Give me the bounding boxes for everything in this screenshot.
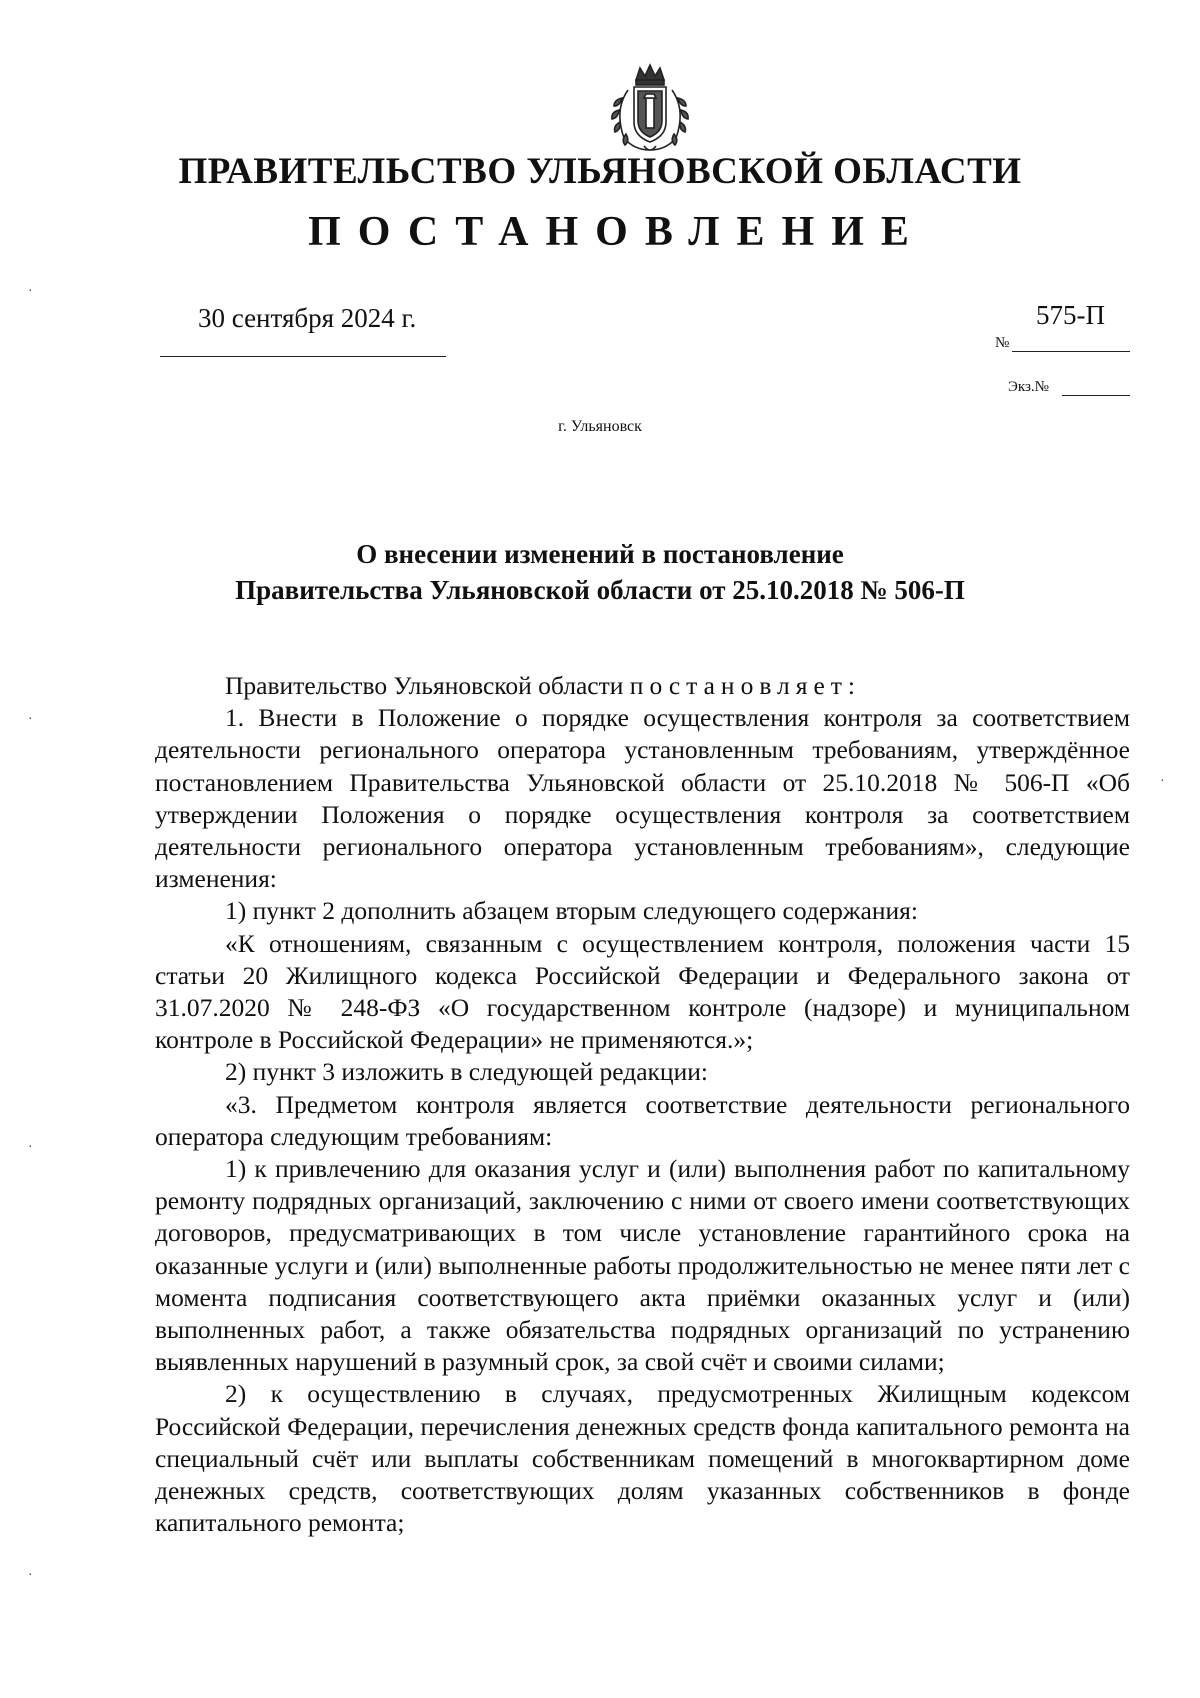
scan-speck: ·	[1160, 774, 1165, 789]
document-title	[0, 536, 1200, 608]
document-date: 30 сентября 2024 г.	[198, 303, 417, 333]
body-paragraph-3: «К отношениям, связанным с осуществлением контроля, положения части 15 статьи 20 Жилищного кодекса Российской Федерации и Федерального закона от 31.07.2020 № 248-ФЗ «О государственном контроле (надзоре) и муниципальном контроле в Российской Федерации» не применяются.»;	[155, 928, 1130, 1055]
preamble-verb: постановляет:	[629, 671, 862, 700]
document-type: ПОСТАНОВЛЕНИЕ	[308, 209, 926, 255]
number-underline	[1012, 351, 1130, 352]
document-body	[155, 670, 1130, 1539]
scan-speck: ·	[28, 1140, 33, 1155]
title-line-2: Правительства Ульяновской области от 25.10.2018 № 506-П	[235, 575, 965, 605]
copy-number-underline	[1062, 395, 1130, 396]
city-name: г. Ульяновск	[558, 418, 642, 435]
organization-name: ПРАВИТЕЛЬСТВО УЛЬЯНОВСКОЙ ОБЛАСТИ	[178, 151, 1022, 192]
scan-speck: ·	[28, 1568, 33, 1583]
number-sign: №	[995, 335, 1010, 351]
coat-of-arms-icon	[598, 60, 702, 156]
body-paragraph-6: 1) к привлечению для оказания услуг и (или) выполнения работ по капитальному ремонту подрядных организаций, заключению с ними от своего имени соответствующих договоров, предусматривающих в том числе установление гарантийного срока на оказанные услуги и (или) выполненные работы продолжительностью не менее пяти лет с момента подписания соответствующего акта приёмки оказанных услуг и (или) выполненных работ, а также обязательства подрядных организаций по устранению выявленных нарушений в разумный срок, за свой счёт и своими силами;	[155, 1154, 1130, 1377]
body-paragraph-5: «3. Предметом контроля является соответствие деятельности регионального оператора следующим требованиям:	[155, 1089, 1130, 1151]
scan-speck: ·	[28, 284, 33, 299]
preamble-paragraph	[155, 670, 1130, 702]
body-paragraph-1: 1. Внести в Положение о порядке осуществления контроля за соответствием деятельности регионального оператора установленным требованиям, утверждённое постановлением Правительства Ульяновской области от 25.10.2018 № 506-П «Об утверждении Положения о порядке осуществления контроля за соответствием деятельности регионального оператора установленным требованиям», следующие изменения:	[155, 703, 1130, 894]
body-paragraph-4: 2) пункт 3 изложить в следующей редакции:	[225, 1057, 708, 1087]
scan-speck: ·	[28, 712, 33, 727]
copy-number-label: Экз.№	[1008, 379, 1049, 395]
body-paragraph-7: 2) к осуществлению в случаях, предусмотренных Жилищным кодексом Российской Федерации, перечисления денежных средств фонда капитального ремонта на специальный счёт или выплаты собственникам помещений в многоквартирном доме денежных средств, соответствующих долям указанных собственников в фонде капитального ремонта;	[155, 1379, 1130, 1538]
preamble-text: Правительство Ульяновской области	[225, 671, 630, 700]
document-number: 575-П	[1036, 300, 1105, 330]
date-underline	[160, 356, 446, 357]
body-paragraph-2: 1) пункт 2 дополнить абзацем вторым следующего содержания:	[225, 896, 918, 926]
title-line-1: О внесении изменений в постановление	[356, 539, 844, 569]
